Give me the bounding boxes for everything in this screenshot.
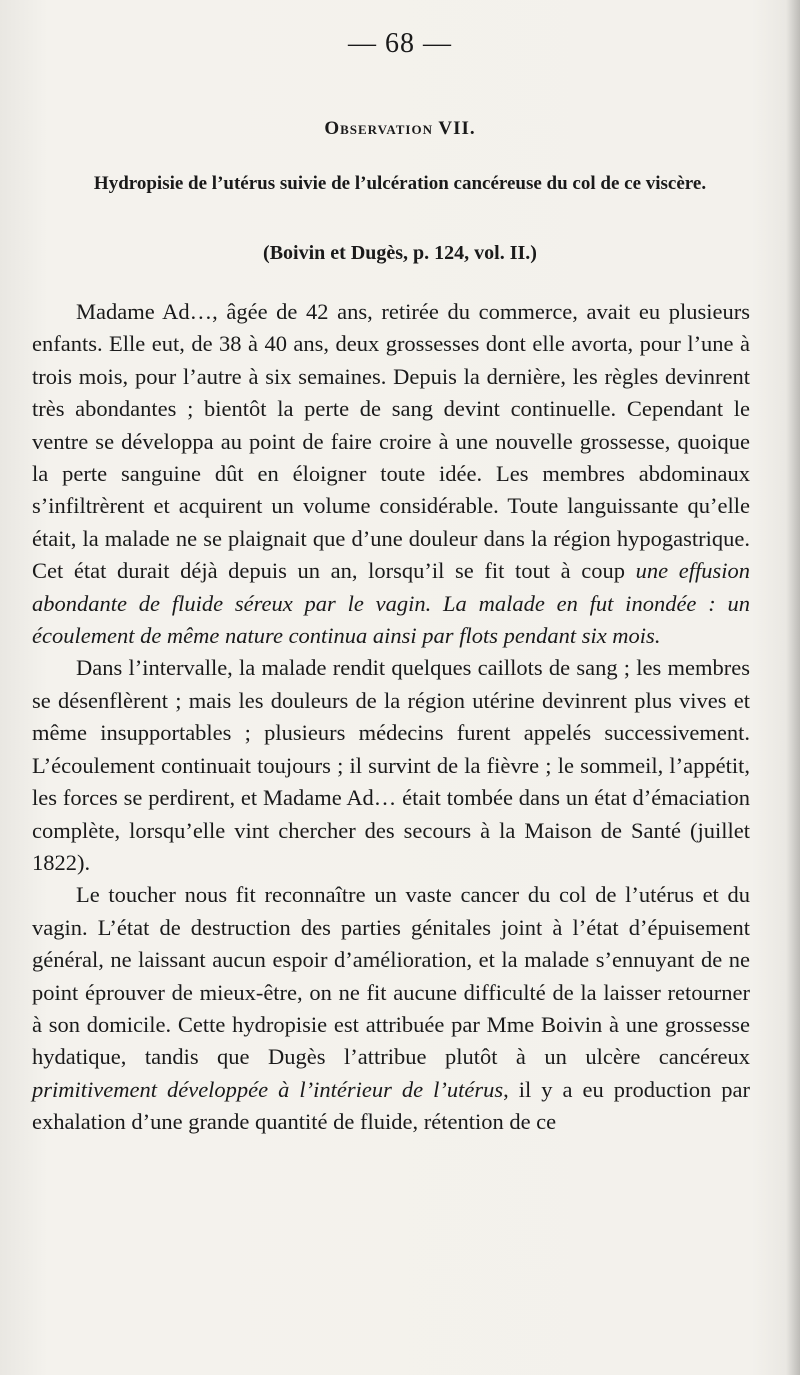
observation-title: Observation VII.	[324, 118, 476, 139]
paragraph-3-text-end: , il y a eu production par exhalation d’une grande quantité de fluide, rétention de ce	[32, 1076, 751, 1135]
page-edge-shadow	[786, 0, 800, 1375]
paragraph-3-text: Le toucher nous fit reconnaître un vaste cancer du col de l’utérus et du vagin. L’état de destruction des parties génitales joint à l’état d’épuisement général, ne laissant aucun espoir d’amélioration, et la malade s’ennuyant de ne point éprouver de mieux-être, on ne fit aucune difficulté de la laisser retourner à son domicile. Cette hydropisie est attribuée par Mme Boivin à une grossesse hydatique, tandis que Dugès l’attribue plutôt à un ulcère cancéreux	[32, 882, 750, 1070]
paragraph-2: Dans l’intervalle, la malade rendit quelques caillots de sang ; les membres se désenflèrent ; mais les douleurs de la région utérine devinrent plus vives et même insupportables ; plusieurs médecins furent appelés successivement. L’écoulement continuait toujours ; il survint de la fièvre ; le sommeil, l’appétit, les forces se perdirent, et Madame Ad… était tombée dans un état d’émaciation complète, lorsqu’elle vint chercher des secours à la Maison de Santé (juillet 1822).	[32, 655, 750, 875]
page-number: — 68 —	[348, 28, 452, 59]
source-reference: (Boivin et Dugès, p. 124, vol. II.)	[263, 242, 537, 264]
body-text	[32, 296, 750, 1139]
paragraph-1	[32, 296, 750, 652]
paragraph-1-text: Madame Ad…, âgée de 42 ans, retirée du commerce, avait eu plusieurs enfants. Elle eut, de 38 à 40 ans, deux grossesses dont elle avorta, pour l’une à trois mois, pour l’autre à six semaines. Depuis la dernière, les règles devinrent très abondantes ; bientôt la perte de sang devint continuelle. Cependant le ventre se développa au point de faire croire à une nouvelle grossesse, quoique la perte sanguine dût en éloigner toute idée. Les membres abdominaux s’infiltrèrent et acquirent un volume considérable. Toute languissante qu’elle était, la malade ne se plaignait que d’une douleur dans la région hypogastrique. Cet état durait déjà depuis un an, lorsqu’il se fit tout à coup	[32, 299, 750, 584]
observation-subtitle: Hydropisie de l’utérus suivie de l’ulcération cancéreuse du col de ce viscère.	[93, 173, 707, 194]
paragraph-3	[32, 879, 750, 1138]
paragraph-1-italic: une effusion abondante de fluide séreux par le vagin. La malade en fut inondée : un écoulement de même nature continua ainsi par flots pendant six mois.	[32, 558, 750, 649]
paragraph-3-italic: primitivement développée à l’intérieur de l’utérus	[32, 1076, 504, 1102]
